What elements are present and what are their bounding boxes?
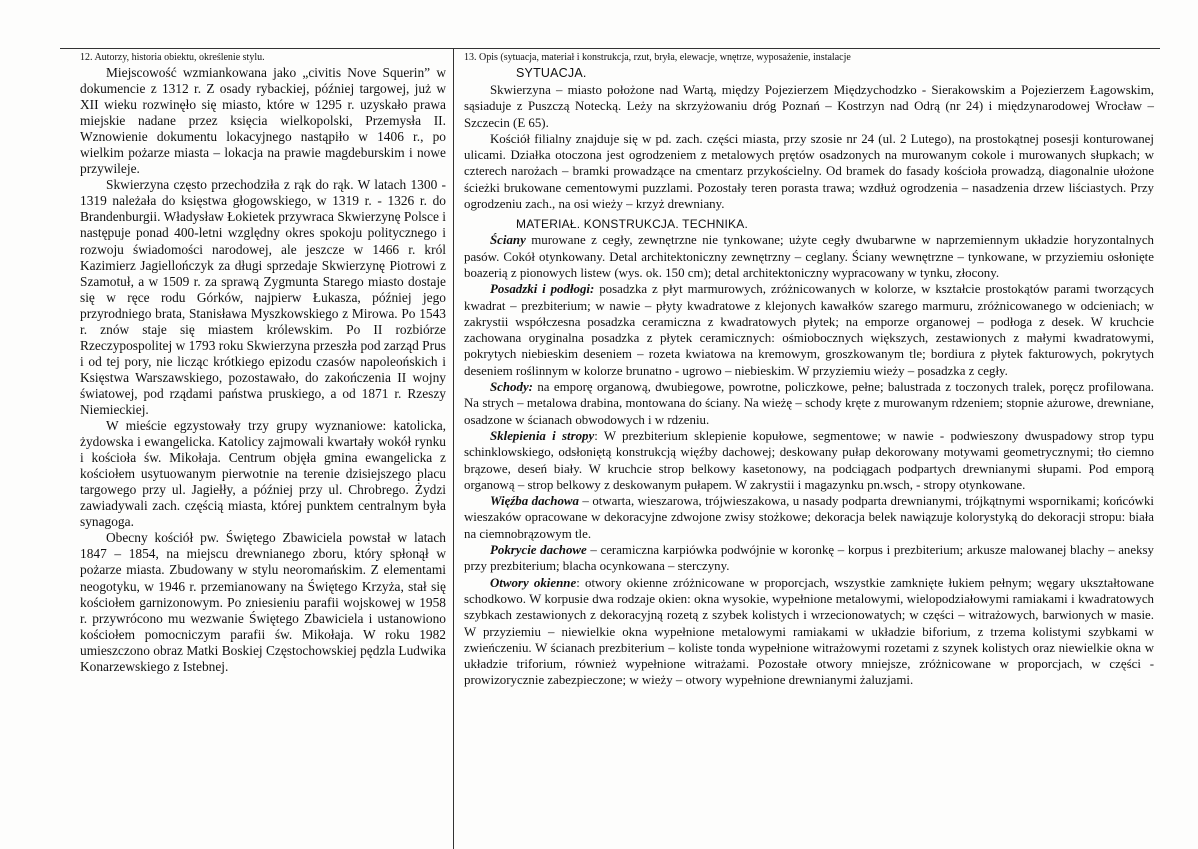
item-sciany bbox=[464, 232, 1154, 281]
top-rule bbox=[60, 48, 1160, 49]
item-text: : otwory okienne zróżnicowane w proporcjach, wszystkie zamknięte łukiem pełnym; węgary ukształtowane schodkowo. W korpusie dwa rodzaje okien: okna wysokie, wypełnione metalowymi, wielopodziałowymi ramiakami i kwadratowych szybkach zestawionych z dekoracyjną rozetą z szybek kolistych i wrzecionowatych; w części – witrażowych, barwionych w masie. W przyziemiu – niewielkie okna wypełnione metalowymi ramiakami w układzie biforium, z trzema kolistymi szybkami w zwieńczeniu. W ścianach prezbiterium – koliste tonda wypełnione witrażowymi rozetami z szynek kolistych oraz niewielkie okna w układzie triforium, również wypełnione witrażami. Pozostałe otwory mniejsze, zróżnicowane w proporcjach, w części - prowizorycznie zabezpieczone; w wieży – otwory wypełnione drewnianymi żaluzjami. bbox=[464, 575, 1155, 688]
item-posadzki bbox=[464, 281, 1154, 379]
item-otwory bbox=[464, 575, 1154, 689]
right-column bbox=[464, 52, 1154, 689]
item-label: Więźba dachowa bbox=[490, 494, 579, 509]
item-label: Posadzki i podłogi: bbox=[490, 282, 595, 297]
item-schody bbox=[464, 379, 1154, 428]
sytuacja-paragraph-1: Skwierzyna – miasto położone nad Wartą, między Pojezierzem Międzychodzko - Sierakowskim a Pojezierzem Łagowskim, sąsiaduje z Puszczą Notecką. Leży na skrzyżowaniu dróg Poznań – Kostrzyn nad Odrą (nr 24) i międzynarodowej Wrocław – Szczecin (E 65). bbox=[464, 83, 1154, 130]
history-paragraph-1: Miejscowość wzmiankowana jako „civitis Nove Squerin” w dokumencie z 1312 r. Z osady rybackiej, później targowej, już w XII wieku rozwinęło się miasto, które w 1295 r. uzyskało prawa miejskie nadane przez księcia wielkopolski, Przemysła II. Wznowienie dokumentu lokacyjnego nastąpiło w 1406 r., po wielkim pożarze miasta – lokacja na prawie magdeburskim i nowe przywileje. bbox=[80, 65, 446, 177]
sytuacja-paragraph-2: Kościół filialny znajduje się w pd. zach. części miasta, przy szosie nr 24 (ul. 2 Lutego), na prostokątnej posesji konturowanej ulicami. Działka otoczona jest ogrodzeniem z metalowych prętów osadzonych na murowanym cokole i murowanych słupkach; w czterech narożach – bramki prowadzące na cmentarz przykościelny. Od bramek do fasady kościoła prowadzą, diagonalnie ułożone ścieżki brukowane cementowymi puzzlami. Pozostały teren porasta trawa; wzdłuż ogrodzenia – nasadzenia drzew liściastych. Przy ogrodzeniu zach., na osi wieży – krzyż drewniany. bbox=[464, 131, 1154, 212]
item-text: : W prezbiterium sklepienie kopułowe, segmentowe; w nawie - podwieszony dwuspadowy strop typu schinklowskiego, odsłoniętą konstrukcją więźby dachowej; deskowany pułap dekorowany motywami geometrycznymi; tło ciemno brązowe, deseń biały. W kruchcie strop belkowy kasetonowy, na podciągach podpartych drewnianymi słupami. Pod emporą organową – strop belkowy z deskowanym pułapem. W zakrystii i magazynku pn.wsch, - stropy otynkowane. bbox=[464, 428, 1154, 492]
item-label: Pokrycie dachowe bbox=[490, 543, 587, 558]
item-text: – ceramiczna karpiówka podwójnie w koronkę – korpus i prezbiterium; arkusze malowanej blachy – aneksy przy prezbiterium; blacha ocynkowana – sterczyny. bbox=[464, 543, 1155, 574]
item-wiezba bbox=[464, 493, 1154, 542]
item-text: posadzka z płyt marmurowych, zróżnicowanych w kolorze, w kształcie prostokątów parami tworzących kwadrat – prezbiterium; w nawie – płyty kwadratowe z klejonych kawałków szarego marmuru, zróżnicowanego w odcieniach; w zakrystii współczesna posadzka ceramiczna z kwadratowych płytek; na emporze organowej – podłoga z desek. W kruchcie zachowana oryginalna posadzka z płytek ceramicznych: ośmiobocznych większych, zestawionych z małymi kwadratowymi, pokrytych niebieskim deseniem – rozeta kwiatowa na kremowym, groszkowanym tle; bordiura z płytek fakturowych, pokrytych deseniem roślinnym w kolorze brunatno - ugrowo – niebieskim. W przyziemiu wieży – posadzka z cegły. bbox=[464, 282, 1155, 378]
item-label: Sklepienia i stropy bbox=[490, 428, 595, 443]
column-divider bbox=[453, 48, 454, 849]
item-text: murowane z cegły, zewnętrzne nie tynkowane; użyte cegły dwubarwne w naprzemiennym układzie horyzontalnych pasów. Cokół otynkowany. Detal architektoniczny zewnętrzny – ceglany. Ściany wewnętrzne – tynkowane, w przyziemiu osłonięte boazerią z pionowych listew (wys. ok. 150 cm); detal architektoniczny wypracowany w tynku, złocony. bbox=[464, 233, 1154, 280]
left-column bbox=[80, 52, 446, 675]
item-pokrycie bbox=[464, 542, 1154, 575]
history-paragraph-4: Obecny kościół pw. Świętego Zbawiciela powstał w latach 1847 – 1854, na miejscu drewnianego zboru, który spłonął w pożarze miasta. Zbudowany w stylu neoromańskim. Z elementami neogotyku, w 1946 r. przemianowany na Świętego Krzyża, stał się kościołem garnizonowym. Po zniesieniu parafii wojskowej w 1958 r. przywrócono mu wezwanie Świętego Zbawiciela i ustanowiono kościołem pomocniczym parafii św. Mikołaja. W roku 1982 umieszczono obraz Matki Boskiej Częstochowskiej pędzla Ludwika Konarzewskiego z Istebnej. bbox=[80, 530, 446, 674]
history-paragraph-2: Skwierzyna często przechodziła z rąk do rąk. W latach 1300 - 1319 należała do księstwa głogowskiego, w 1319 r. - 1326 r. do Brandenburgii. Władysław Łokietek przywraca Skwierzynę Polsce i następuje ponad 400-letni względny okres spokoju politycznego i rozwoju świadomości narodowej, ale jeszcze w 1466 r. król Kazimierz Jagiellończyk za długi sprzedaje Skwierzynę Piotrowi z Szamotuł, a w 1509 r. za sprawą Zygmunta Starego miasto dostaje się w ręce rodu Górków, najpierw Łukasza, później jego przyrodniego brata, Stanisława Myszkowskiego z Mirowa. Po 1543 r. znów staje się miastem królewskim. Po II rozbiórze Rzeczypospolitej w 1793 roku Skwierzyna przeszła pod zarząd Prus i od tej pory, nie licząc krótkiego epizodu czasów napoleońskich i Księstwa Warszawskiego, pozostawało, do zakończenia II wojny światowej, pod rządami państwa pruskiego, a od 1871 r. Rzeszy Niemieckiej. bbox=[80, 177, 446, 417]
history-paragraph-3: W mieście egzystowały trzy grupy wyznaniowe: katolicka, żydowska i ewangelicka. Katolicy zajmowali kwartały wokół rynku i kościoła św. Mikołaja. Centrum objęła gmina ewangelicka z kościołem usytuowanym pierwotnie na terenie dzisiejszego placu targowego przy ul. Jagiełły, a później przy ul. Chrobrego. Żydzi zawiadywali zach. częścią miasta, której punktem centralnym była synagoga. bbox=[80, 418, 446, 530]
left-caption: 12. Autorzy, historia obiektu, określenie stylu. bbox=[80, 52, 265, 63]
section-heading-sytuacja: SYTUACJA. bbox=[516, 66, 587, 80]
section-heading-material: MATERIAŁ. KONSTRUKCJA. TECHNIKA. bbox=[516, 217, 748, 232]
item-text: – otwarta, wieszarowa, trójwieszakowa, u nasady podparta drewnianymi, trójkątnymi wspornikami; końcówki wieszaków opracowane w dekoracyjne zdwojone zwisy stożkowe; dekoracja belek nawiązuje kolorystyką do dekoracji stropu: biała na ciemnobrązowym tle. bbox=[464, 494, 1155, 541]
item-text: na emporę organową, dwubiegowe, powrotne, policzkowe, pełne; balustrada z toczonych tralek, poręcz profilowana. Na strych – metalowa drabina, montowana do ściany. Na wieżę – schody kręte z murowanym rdzeniem; stopnie ażurowe, drewniane, osadzone w ścianach obwodowych i w rdzeniu. bbox=[464, 380, 1154, 427]
item-label: Otwory okienne bbox=[490, 575, 577, 590]
item-label: Schody: bbox=[490, 380, 533, 395]
item-label: Ściany bbox=[490, 233, 526, 248]
right-caption: 13. Opis (sytuacja, materiał i konstrukcja, rzut, bryła, elewacje, wnętrze, wyposażenie, instalacje bbox=[464, 52, 851, 63]
item-sklepienia bbox=[464, 428, 1154, 493]
